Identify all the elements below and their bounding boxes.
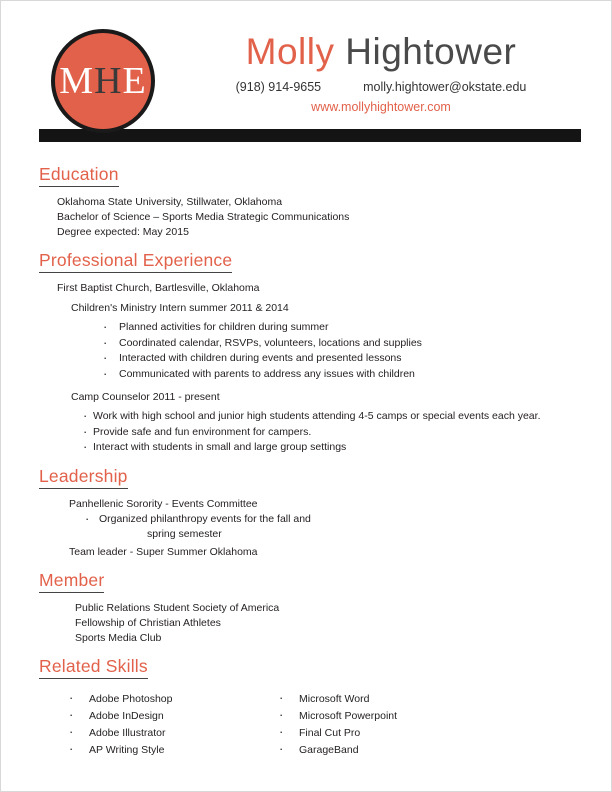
last-name: Hightower [345,31,517,72]
education-line: Oklahoma State University, Stillwater, Oklahoma [57,196,283,208]
job-organization: First Baptist Church, Bartlesville, Oklahoma [57,282,260,294]
section-title-skills: Related Skills [39,656,148,679]
list-item: · Communicated with parents to address any issues with children [101,367,577,383]
section-title-education: Education [39,164,119,187]
skills-list-left [39,691,249,759]
monogram-letter-middle: H [94,60,123,102]
list-item: · Planned activities for children during summer [101,320,577,336]
member-item: Public Relations Student Society of America [75,601,280,614]
education-line: Bachelor of Science – Sports Media Strategic Communications [57,211,350,223]
section-title-leadership: Leadership [39,466,128,489]
section-title-experience: Professional Experience [39,250,232,273]
list-item: · Microsoft Word [277,691,459,708]
job-role: Camp Counselor 2011 - present [71,391,220,403]
monogram-text [59,62,146,100]
section-title-member: Member [39,570,104,593]
section-skills [39,650,577,759]
contact-row [181,80,581,94]
monogram-logo [51,29,155,133]
list-item: · Coordinated calendar, RSVPs, volunteers, locations and supplies [101,336,577,352]
job-role: Children's Ministry Intern summer 2011 & 2014 [71,302,289,314]
resume-header [1,1,611,123]
list-item: · AP Writing Style [67,742,249,759]
resume-body [1,142,611,759]
monogram-letter-right: E [122,60,147,102]
list-item: · Interact with students in small and large group settings [83,440,577,456]
list-item: · Microsoft Powerpoint [277,708,459,725]
job-bullet-list [57,409,577,456]
skills-column-right [249,691,459,759]
list-item: · Interacted with children during events and presented lessons [101,351,577,367]
job-bullet-list [57,320,577,382]
header-divider-bar [39,129,581,142]
member-block [39,601,577,646]
phone-number: (918) 914-9655 [235,79,322,94]
leadership-item-detail-cont: spring semester [147,527,222,540]
list-item: · Final Cut Pro [277,725,459,742]
list-item: · Adobe Photoshop [67,691,249,708]
skills-column-left [39,691,249,759]
list-item: · Work with high school and junior high students attending 4-5 camps or special events each year. [83,409,577,425]
experience-job-1 [39,281,577,382]
section-experience [39,244,577,456]
education-block [39,195,577,240]
education-line: Degree expected: May 2015 [57,226,189,238]
section-education [39,158,577,240]
list-item: · Adobe Illustrator [67,725,249,742]
list-item: · Provide safe and fun environment for campers. [83,425,577,441]
member-item: Fellowship of Christian Athletes [75,616,221,629]
experience-job-2 [39,390,577,456]
header-details [155,27,581,114]
section-member [39,564,577,646]
skills-columns [39,691,577,759]
list-item: · Adobe InDesign [67,708,249,725]
member-item: Sports Media Club [75,631,162,644]
leadership-item: Panhellenic Sorority - Events Committee [69,497,258,510]
leadership-item: Team leader - Super Summer Oklahoma [69,545,258,558]
skills-list-right [249,691,459,759]
first-name: Molly [245,31,346,72]
monogram-letter-left: M [59,60,95,102]
section-leadership [39,460,577,560]
website-url: www.mollyhightower.com [311,99,451,114]
email-address: molly.hightower@okstate.edu [363,79,527,94]
page-title [181,33,581,72]
leadership-item-detail: · Organized philanthropy events for the fall and [39,512,577,527]
list-item: · GarageBand [277,742,459,759]
